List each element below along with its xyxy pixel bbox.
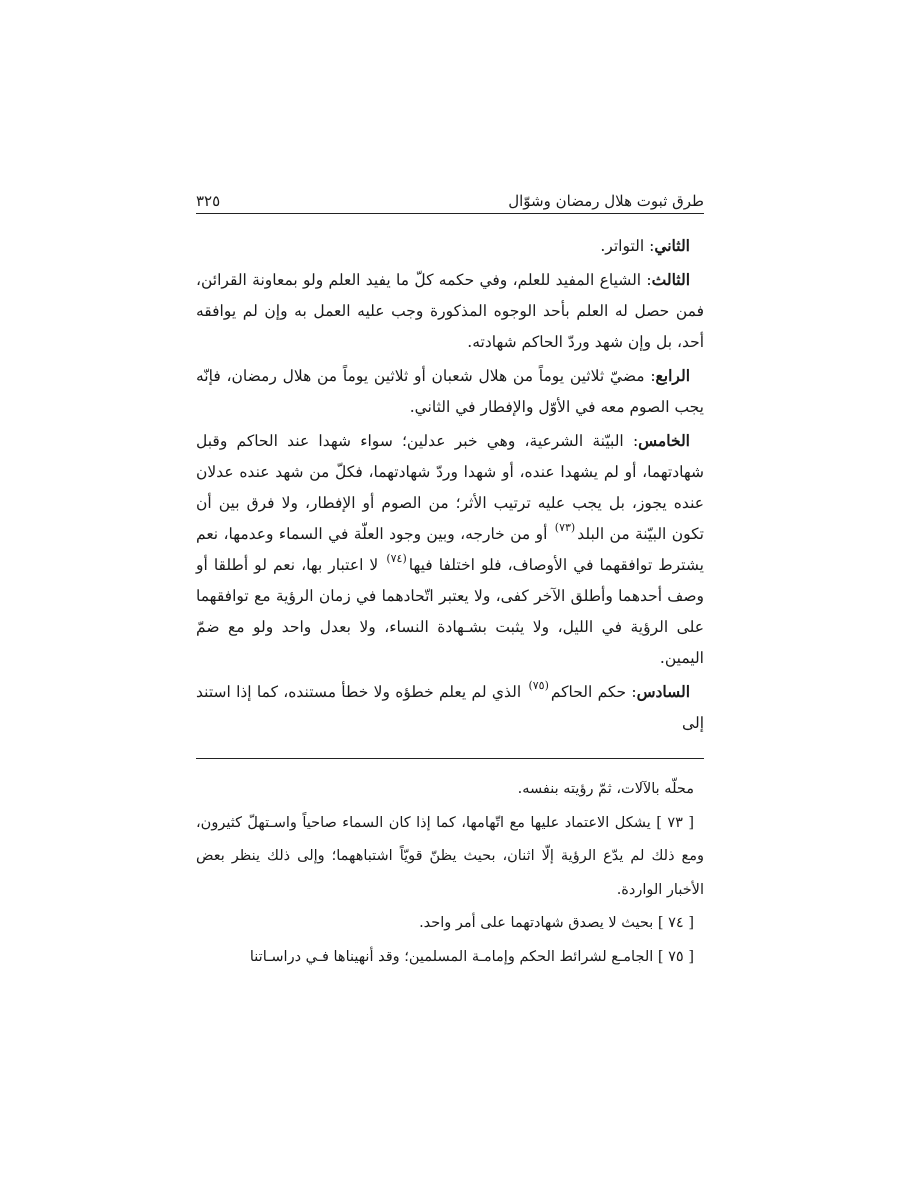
paragraph-text: أو من خارجه، وبين وجود العلّة في السماء وعدمها، نعم يشترط توافقهما في الأوصاف، فلو اختلفا فيها (196, 525, 704, 574)
paragraph-label: السادس (636, 682, 690, 701)
footnote-rule (196, 758, 704, 759)
paragraph-text: الذي لم يعلم خطؤه ولا خطأ مستنده، كما إذا استند إلى (196, 683, 704, 732)
running-header (196, 186, 704, 210)
footnote-75: [ ٧٥ ] الجامـع لشرائط الحكم وإمامـة المسلمين؛ وقد أنهيناها فـي دراسـاتنا (249, 948, 694, 965)
paragraph-text: : الشياع المفيد للعلم، وفي حكمه كلّ ما يفيد العلم ولو بمعاونة القرائن، فمن حصل له العلم بأحد الوجوه المذكورة وجب عليه العمل به وإن لم يوافقه أحد، بل وإن شهد وردّ الحاكم شهادته. (196, 271, 704, 351)
footnote-74: [ ٧٤ ] بحيث لا يصدق شهادتهما على أمر واحد. (419, 915, 694, 931)
paragraph-text: : حكم الحاكم (550, 683, 637, 701)
running-title: طرق ثبوت هلال رمضان وشوّال (508, 192, 704, 210)
footnote-ref-75[interactable]: (٧٥) (528, 679, 549, 693)
paragraph-label: الرابع (655, 366, 690, 385)
paragraph-text: لا اعتبار بها، نعم لو أطلقا أو وصف أحدهما وأطلق الآخر كفى، ولا يعتبر اتّحادهما في زمان الرؤية مع توافقهما على الرؤية في الليل، ولا يثبت بشـهادة النساء، ولا بعدل واحد ولو مع ضمّ اليمين. (196, 556, 704, 667)
footnote-continuation: محلّه بالآلات، ثمّ رؤيته بنفسه. (517, 781, 694, 797)
paragraph-label: الثالث (651, 270, 690, 289)
footnotes (196, 773, 704, 974)
paragraph-second (196, 230, 704, 262)
footnote-73: [ ٧٣ ] يشكل الاعتماد عليها مع اتّهامها، كما إذا كان السماء صاحياً واسـتهلّ كثيرون، ومع ذلك لم يدّع الرؤية إلّا اثنان، بحيث يظنّ قويّاً اشتباههما؛ وإلى ذلك ينظر بعض الأخبار الواردة. (196, 814, 704, 898)
page-number: ٣٢٥ (196, 192, 221, 210)
paragraph-text: : البيّنة الشرعية، وهي خبر عدلين؛ سواء شهدا عند الحاكم وقبل شهادتهما، أو لم يشهدا عنده، أو شهدا وردّ شهادتهما، فكلّ من شهد عنده عدلان عنده يجوز، بل يجب عليه ترتيب الأثر؛ من الصوم أو الإفطار، ولا فرق بين أن تكون البيّنة من البلد (196, 432, 704, 543)
paragraph-label: الخامس (638, 431, 690, 450)
main-text (196, 230, 704, 741)
paragraph-third (196, 264, 704, 358)
paragraph-label: الثاني (654, 236, 690, 255)
footnote-ref-73[interactable]: (٧٣) (554, 521, 576, 535)
paragraph-text: : التواتر. (600, 237, 655, 255)
paragraph-fourth (196, 360, 704, 423)
paragraph-text: : مضيّ ثلاثين يوماً من هلال شعبان أو ثلاثين يوماً من هلال رمضان، فإنّه يجب الصوم معه في الأوّل والإفطار في الثاني. (196, 367, 704, 416)
footnote-ref-74[interactable]: (٧٤) (386, 552, 407, 566)
header-rule (196, 213, 704, 214)
paragraph-fifth (196, 425, 704, 674)
paragraph-sixth (196, 676, 704, 739)
